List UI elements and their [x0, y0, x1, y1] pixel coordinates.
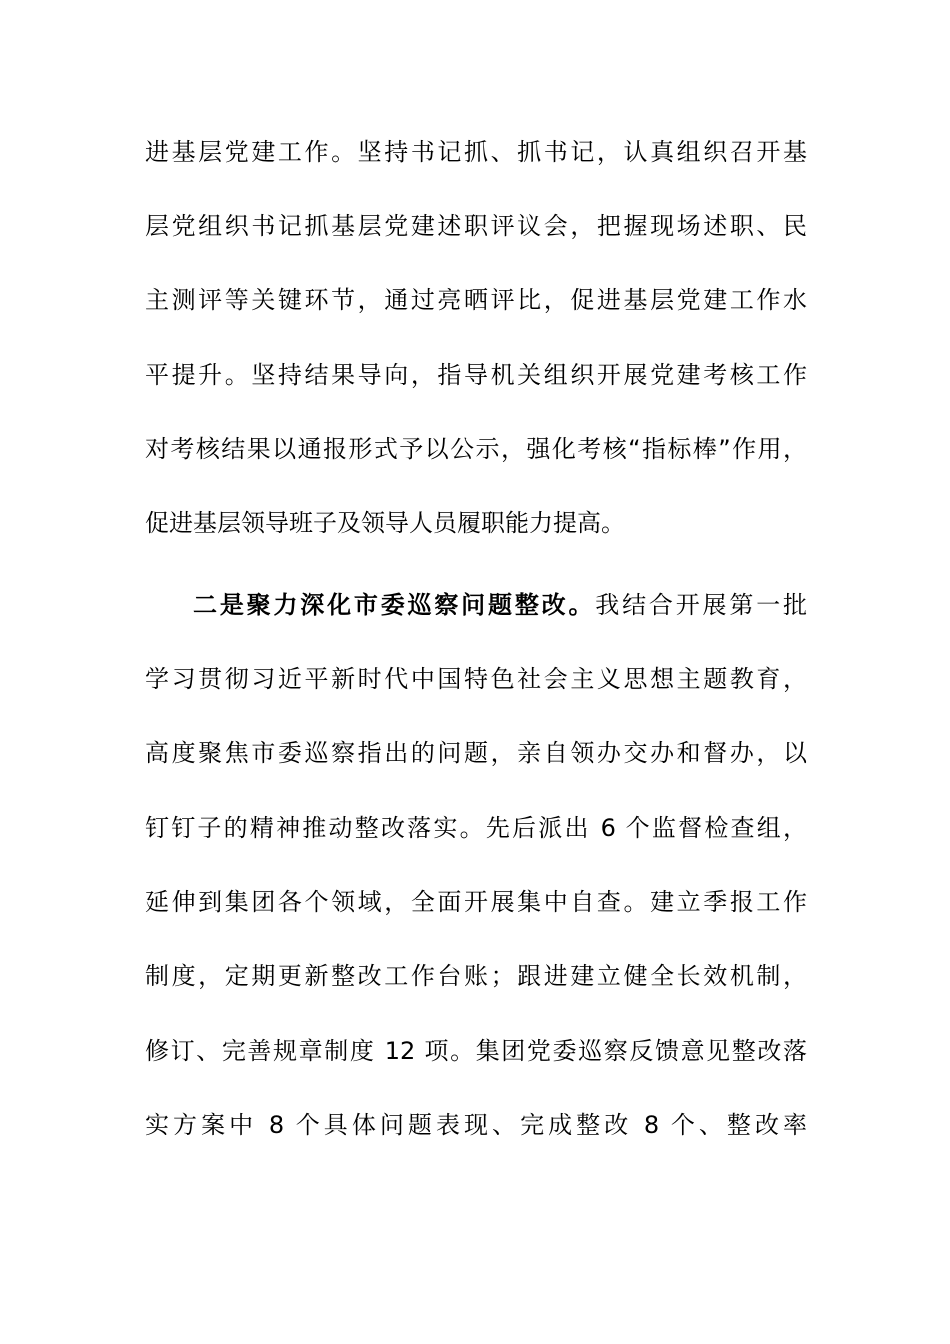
paragraph-2-first-line-rest: 我结合开展第一批: [595, 591, 807, 619]
paragraph-2-line-3: 高度聚焦市委巡察指出的问题，亲自领办交办和督办，以: [145, 739, 807, 767]
paragraph-1-line-2: 层党组织书记抓基层党建述职评议会，把握现场述职、民: [145, 212, 807, 240]
paragraph-2-line-4: 钉钉子的精神推动整改落实。先后派出 6 个监督检查组，: [145, 814, 807, 842]
paragraph-2-line-2: 学习贯彻习近平新时代中国特色社会主义思想主题教育，: [145, 665, 807, 693]
paragraph-1-line-4: 平提升。坚持结果导向，指导机关组织开展党建考核工作: [145, 361, 807, 389]
paragraph-1-line-6: 促进基层领导班子及领导人员履职能力提高。: [145, 509, 625, 537]
paragraph-1-line-3: 主测评等关键环节，通过亮晒评比，促进基层党建工作水: [145, 286, 807, 314]
paragraph-2-heading: 二是聚力深化市委巡察问题整改。: [193, 591, 596, 619]
paragraph-2-line-5: 延伸到集团各个领域，全面开展集中自查。建立季报工作: [145, 888, 807, 916]
paragraph-2-line-6: 制度，定期更新整改工作台账；跟进建立健全长效机制，: [145, 962, 807, 990]
paragraph-1-line-1: 进基层党建工作。坚持书记抓、抓书记，认真组织召开基: [145, 138, 807, 166]
paragraph-2-line-7: 修订、完善规章制度 12 项。集团党委巡察反馈意见整改落: [145, 1037, 807, 1065]
paragraph-1-line-5: 对考核结果以通报形式予以公示，强化考核“指标棒”作用，: [145, 435, 807, 463]
paragraph-2-line-8: 实方案中 8 个具体问题表现、完成整改 8 个、整改率: [145, 1111, 807, 1139]
paragraph-2-line-1: [193, 585, 807, 625]
